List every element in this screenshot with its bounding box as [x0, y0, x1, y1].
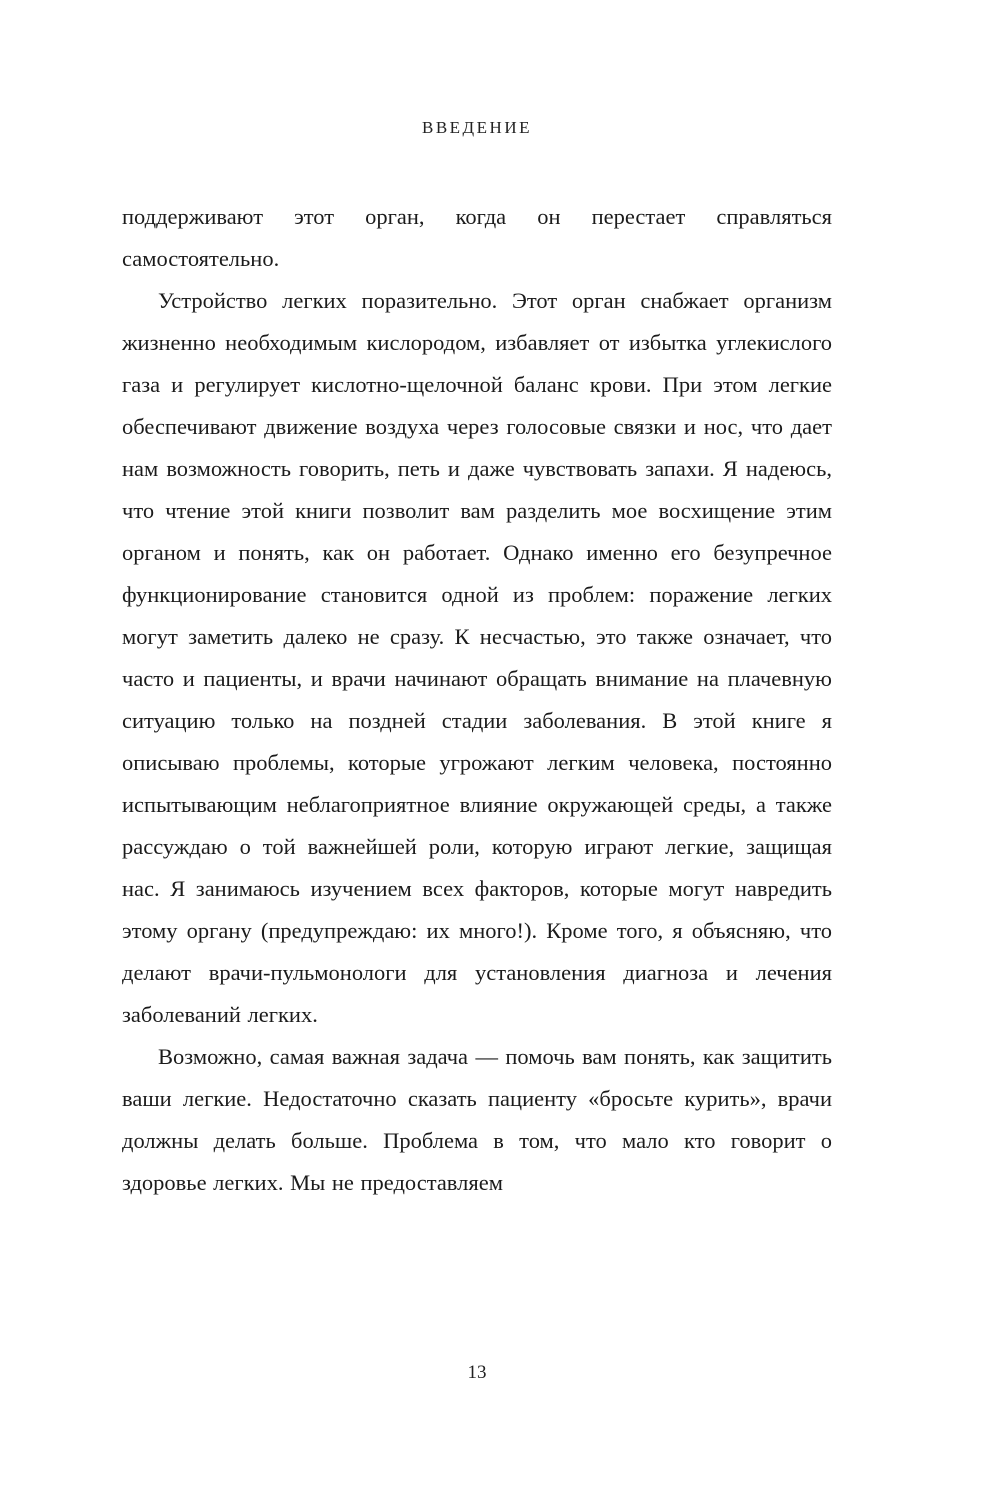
body-paragraph: Возможно, самая важная задача — помочь вам понять, как защитить ваши легкие. Недостаточно сказать пациенту «бросьте курить», врачи должны делать больше. Проблема в том, что мало кто говорит о здоровье легких. Мы не предоставляем	[122, 1044, 832, 1195]
page-number: 13	[467, 1362, 487, 1383]
chapter-running-header: ВВЕДЕНИЕ	[422, 118, 532, 137]
body-text-block	[122, 196, 832, 1204]
body-paragraph: Устройство легких поразительно. Этот орган снабжает организм жизненно необходимым кислородом, избавляет от избытка углекислого газа и регулирует кислотно-щелочной баланс крови. При этом легкие обеспечивают движение воздуха через голосовые связки и нос, что дает нам возможность говорить, петь и даже чувствовать запахи. Я надеюсь, что чтение этой книги позволит вам разделить мое восхищение этим органом и понять, как он работает. Однако именно его безупречное функционирование становится одной из проблем: поражение легких могут заметить далеко не сразу. К несчастью, это также означает, что часто и пациенты, и врачи начинают обращать внимание на плачевную ситуацию только на поздней стадии заболевания. В этой книге я описываю проблемы, которые угрожают легким человека, постоянно испытывающим неблагоприятное влияние окружающей среды, а также рассуждаю о той важнейшей роли, которую играют легкие, защищая нас. Я занимаюсь изучением всех факторов, которые могут навредить этому органу (предупреждаю: их много!). Кроме того, я объясняю, что делают врачи-пульмонологи для установления диагноза и лечения заболеваний легких.	[122, 288, 832, 1027]
body-paragraph: поддерживают этот орган, когда он перестает справляться самостоятельно.	[122, 204, 832, 271]
